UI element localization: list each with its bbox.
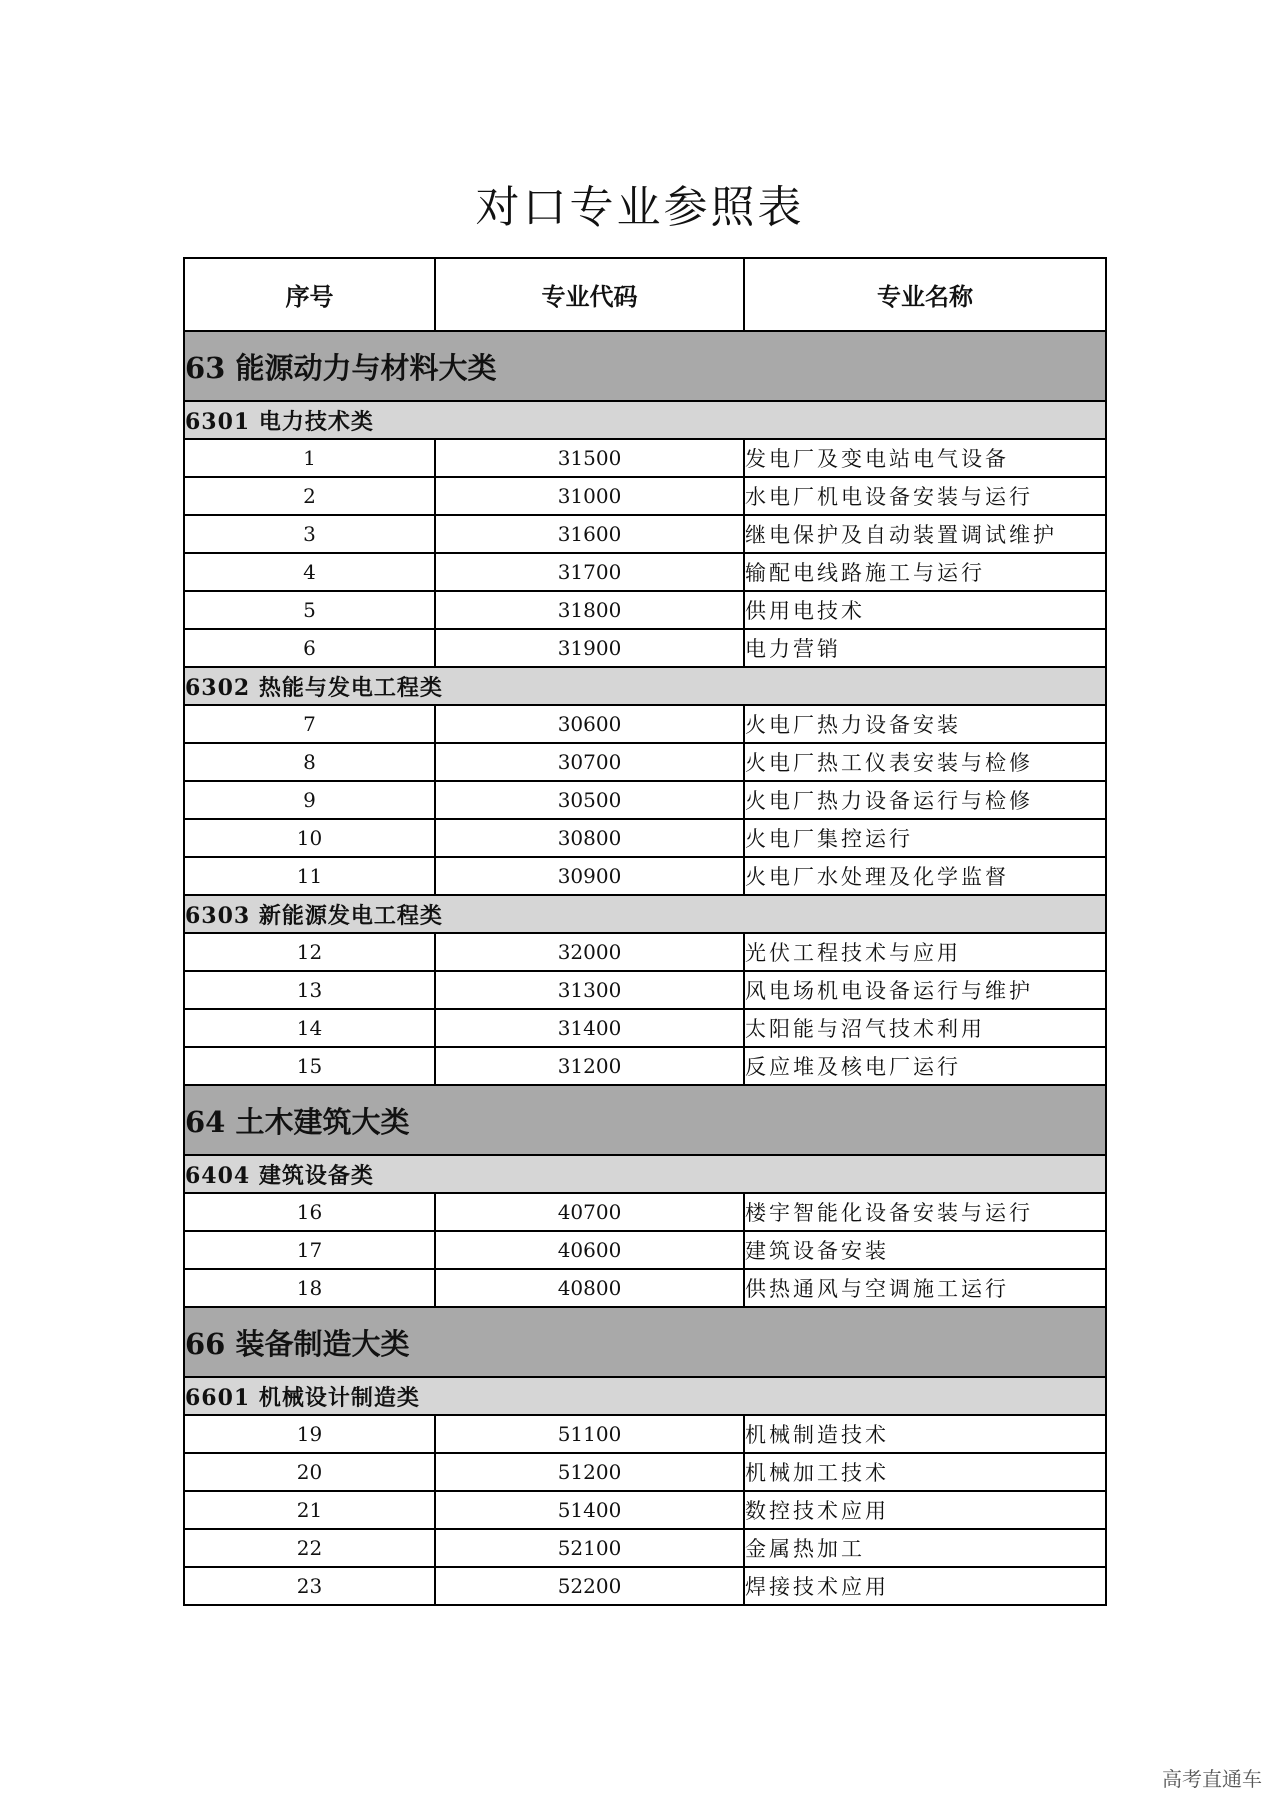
cell-seq: 12: [184, 933, 435, 971]
cell-seq: 6: [184, 629, 435, 667]
cell-code: 31800: [435, 591, 744, 629]
cell-name: 水电厂机电设备安装与运行: [744, 477, 1106, 515]
cell-seq: 7: [184, 705, 435, 743]
subcategory-label: 6601 机械设计制造类: [184, 1377, 1106, 1415]
cell-seq: 23: [184, 1567, 435, 1605]
cell-seq: 16: [184, 1193, 435, 1231]
subcategory-label: 6303 新能源发电工程类: [184, 895, 1106, 933]
table-header-row: [184, 258, 1106, 331]
cell-seq: 1: [184, 439, 435, 477]
cell-seq: 17: [184, 1231, 435, 1269]
cell-code: 31500: [435, 439, 744, 477]
cell-code: 31000: [435, 477, 744, 515]
subcategory-label: 6301 电力技术类: [184, 401, 1106, 439]
category-row: [184, 1085, 1106, 1155]
cell-code: 32000: [435, 933, 744, 971]
cell-name: 供用电技术: [744, 591, 1106, 629]
cell-name: 发电厂及变电站电气设备: [744, 439, 1106, 477]
cell-seq: 18: [184, 1269, 435, 1307]
cell-seq: 2: [184, 477, 435, 515]
cell-name: 供热通风与空调施工运行: [744, 1269, 1106, 1307]
cell-code: 51100: [435, 1415, 744, 1453]
subcategory-row: [184, 895, 1106, 933]
table-row: [184, 1193, 1106, 1231]
table-row: [184, 857, 1106, 895]
table-row: [184, 1047, 1106, 1085]
category-row: [184, 1307, 1106, 1377]
subcategory-row: [184, 401, 1106, 439]
table-row: [184, 743, 1106, 781]
table-row: [184, 781, 1106, 819]
cell-name: 继电保护及自动装置调试维护: [744, 515, 1106, 553]
table-row: [184, 819, 1106, 857]
cell-code: 31600: [435, 515, 744, 553]
cell-seq: 11: [184, 857, 435, 895]
cell-seq: 15: [184, 1047, 435, 1085]
cell-seq: 10: [184, 819, 435, 857]
cell-seq: 4: [184, 553, 435, 591]
table-row: [184, 1529, 1106, 1567]
table-row: [184, 971, 1106, 1009]
cell-code: 51400: [435, 1491, 744, 1529]
cell-code: 31300: [435, 971, 744, 1009]
cell-code: 40600: [435, 1231, 744, 1269]
table-row: [184, 1491, 1106, 1529]
table-row: [184, 553, 1106, 591]
cell-code: 52100: [435, 1529, 744, 1567]
table-row: [184, 1453, 1106, 1491]
cell-seq: 9: [184, 781, 435, 819]
table-row: [184, 591, 1106, 629]
cell-code: 52200: [435, 1567, 744, 1605]
cell-name: 火电厂集控运行: [744, 819, 1106, 857]
table-row: [184, 1567, 1106, 1605]
cell-code: 51200: [435, 1453, 744, 1491]
table-row: [184, 629, 1106, 667]
cell-seq: 13: [184, 971, 435, 1009]
table-row: [184, 933, 1106, 971]
cell-name: 太阳能与沼气技术利用: [744, 1009, 1106, 1047]
cell-code: 30900: [435, 857, 744, 895]
cell-seq: 22: [184, 1529, 435, 1567]
cell-seq: 3: [184, 515, 435, 553]
table-row: [184, 477, 1106, 515]
header-name: 专业名称: [744, 258, 1106, 331]
table-row: [184, 1009, 1106, 1047]
cell-name: 机械制造技术: [744, 1415, 1106, 1453]
cell-code: 30700: [435, 743, 744, 781]
category-label: 64 土木建筑大类: [184, 1085, 1106, 1155]
cell-code: 30800: [435, 819, 744, 857]
cell-code: 40800: [435, 1269, 744, 1307]
table-row: [184, 515, 1106, 553]
cell-code: 31900: [435, 629, 744, 667]
category-label: 63 能源动力与材料大类: [184, 331, 1106, 401]
cell-code: 40700: [435, 1193, 744, 1231]
cell-name: 焊接技术应用: [744, 1567, 1106, 1605]
cell-code: 31400: [435, 1009, 744, 1047]
subcategory-row: [184, 1155, 1106, 1193]
major-reference-table: [183, 257, 1107, 1606]
cell-name: 火电厂热工仪表安装与检修: [744, 743, 1106, 781]
cell-name: 电力营销: [744, 629, 1106, 667]
cell-code: 30600: [435, 705, 744, 743]
cell-seq: 21: [184, 1491, 435, 1529]
cell-code: 31700: [435, 553, 744, 591]
subcategory-label: 6302 热能与发电工程类: [184, 667, 1106, 705]
cell-name: 火电厂水处理及化学监督: [744, 857, 1106, 895]
cell-name: 金属热加工: [744, 1529, 1106, 1567]
cell-name: 机械加工技术: [744, 1453, 1106, 1491]
watermark-text: 高考直通车: [1162, 1767, 1262, 1791]
table-row: [184, 705, 1106, 743]
cell-seq: 8: [184, 743, 435, 781]
table-row: [184, 439, 1106, 477]
cell-seq: 20: [184, 1453, 435, 1491]
category-label: 66 装备制造大类: [184, 1307, 1106, 1377]
cell-name: 火电厂热力设备运行与检修: [744, 781, 1106, 819]
cell-name: 反应堆及核电厂运行: [744, 1047, 1106, 1085]
subcategory-row: [184, 1377, 1106, 1415]
cell-seq: 14: [184, 1009, 435, 1047]
cell-name: 输配电线路施工与运行: [744, 553, 1106, 591]
cell-code: 30500: [435, 781, 744, 819]
cell-name: 光伏工程技术与应用: [744, 933, 1106, 971]
table-body: [184, 331, 1106, 1605]
cell-seq: 19: [184, 1415, 435, 1453]
cell-name: 风电场机电设备运行与维护: [744, 971, 1106, 1009]
subcategory-row: [184, 667, 1106, 705]
cell-code: 31200: [435, 1047, 744, 1085]
cell-name: 数控技术应用: [744, 1491, 1106, 1529]
table-row: [184, 1415, 1106, 1453]
cell-seq: 5: [184, 591, 435, 629]
table-row: [184, 1269, 1106, 1307]
cell-name: 建筑设备安装: [744, 1231, 1106, 1269]
category-row: [184, 331, 1106, 401]
cell-name: 楼宇智能化设备安装与运行: [744, 1193, 1106, 1231]
header-code: 专业代码: [435, 258, 744, 331]
cell-name: 火电厂热力设备安装: [744, 705, 1106, 743]
subcategory-label: 6404 建筑设备类: [184, 1155, 1106, 1193]
table-row: [184, 1231, 1106, 1269]
page-title: 对口专业参照表: [475, 182, 805, 233]
header-seq: 序号: [184, 258, 435, 331]
